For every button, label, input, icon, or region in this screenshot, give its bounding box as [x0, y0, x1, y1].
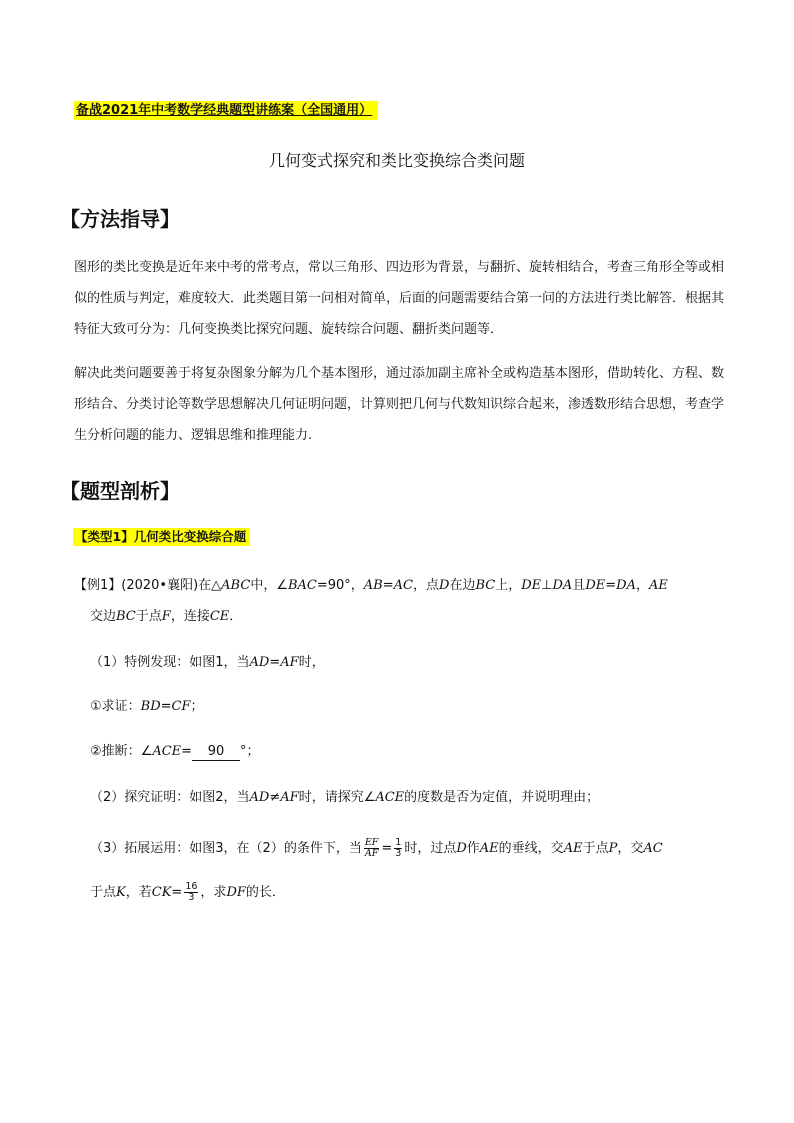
text: 时，请探究∠ [298, 790, 376, 805]
text: ，若 [125, 885, 152, 900]
text: 时， [298, 655, 325, 670]
text: ，点 [413, 578, 440, 593]
var: BD [140, 699, 161, 714]
text: ⊥ [541, 578, 553, 593]
fraction-ef-over-af [364, 838, 380, 859]
text: 且 [572, 578, 586, 593]
var: ABC [221, 578, 251, 593]
text: 的度数是否为定值，并说明理由； [404, 790, 600, 805]
var: DF [226, 885, 246, 900]
section-heading-analysis: 【题型剖析】 [60, 479, 180, 503]
part-1-question-1 [90, 697, 204, 717]
text: ，交 [617, 841, 644, 856]
part-3-prompt [90, 838, 663, 859]
var: P [608, 841, 618, 856]
var: AE [648, 578, 668, 593]
part-3-continuation [90, 882, 285, 903]
text: ≠ [269, 790, 281, 805]
var: ACE [375, 790, 405, 805]
denominator: 3 [188, 892, 195, 903]
var: ACE [152, 744, 182, 759]
text: 的长． [245, 885, 285, 900]
text: ①求证： [90, 699, 141, 714]
example-1-line-2 [90, 607, 242, 627]
text: ， [635, 578, 649, 593]
series-banner: 备战2021年中考数学经典题型讲练案（全国通用） [74, 101, 378, 120]
part-1-prompt [90, 653, 325, 673]
text: = [381, 841, 393, 856]
var: AF [280, 790, 299, 805]
text: ，求 [200, 885, 227, 900]
answer-blank: 90 [192, 744, 240, 761]
text: = [605, 578, 617, 593]
text: = [181, 744, 193, 759]
text: = [171, 885, 183, 900]
numerator: 1 [395, 837, 402, 848]
text: 的垂线，交 [498, 841, 564, 856]
text: 中，∠ [250, 578, 288, 593]
denominator: AF [364, 848, 379, 859]
method-paragraph-2: 解决此类问题要善于将复杂图象分解为几个基本图形，通过添加副主席补全或构造基本图形，借助转化、方程、数形结合、分类讨论等数学思想解决几何证明问题，计算则把几何与代数知识综合起来，渗透数形结合思想，考查学生分析问题的能力、逻辑思维和推理能力. [74, 366, 725, 443]
text: 于点 [135, 609, 162, 624]
var: BC [116, 609, 136, 624]
document-title: 几何变式探究和类比变换综合类问题 [268, 151, 525, 170]
var: AE [479, 841, 499, 856]
text: （3）拓展运用：如图3，在（2）的条件下，当 [90, 841, 362, 856]
var: AD [249, 655, 270, 670]
numerator: 16 [185, 881, 198, 892]
text: 时，过点 [404, 841, 457, 856]
text: 于点 [582, 841, 609, 856]
text: ． [229, 609, 243, 624]
var: CK [151, 885, 172, 900]
text: ，连接 [170, 609, 210, 624]
var: AD [249, 790, 270, 805]
text: 于点 [90, 885, 117, 900]
part-1-question-2 [90, 742, 260, 762]
var: K [116, 885, 126, 900]
var: DE [585, 578, 606, 593]
var: F [161, 609, 171, 624]
text: = [160, 699, 172, 714]
fraction-sixteen-thirds [184, 882, 198, 903]
var: CE [209, 609, 230, 624]
text: ②推断：∠ [90, 744, 153, 759]
text: 【例1】(2020•襄阳)在△ [74, 578, 222, 593]
section-heading-method: 【方法指导】 [60, 207, 180, 231]
var: BC [475, 578, 496, 593]
var: AF [280, 655, 299, 670]
text: （2）探究证明：如图2，当 [90, 790, 250, 805]
var: D [439, 578, 450, 593]
var: DE [521, 578, 542, 593]
var: AC [393, 578, 413, 593]
text: °； [240, 744, 260, 759]
text: （1）特例发现：如图1，当 [90, 655, 250, 670]
text: 上， [495, 578, 522, 593]
var: CF [171, 699, 191, 714]
example-1-line-1 [74, 576, 668, 596]
var: DA [552, 578, 573, 593]
var: BAC [287, 578, 317, 593]
part-2-prompt [90, 788, 599, 808]
text: =90°， [316, 578, 364, 593]
type-1-label: 【类型1】几何类比变换综合题 [73, 528, 250, 546]
var: DA [616, 578, 636, 593]
text: 作 [466, 841, 480, 856]
numerator: EF [364, 837, 379, 848]
text: ； [190, 699, 204, 714]
var: AE [563, 841, 583, 856]
var: D [456, 841, 467, 856]
text: 在边 [449, 578, 476, 593]
var: AB [363, 578, 383, 593]
method-paragraph-1: 图形的类比变换是近年来中考的常考点，常以三角形、四边形为背景，与翻折、旋转相结合，考查三角形全等或相似的性质与判定，难度较大．此类题目第一问相对简单，后面的问题需要结合第一问的方法进行类比解答．根据其特征大致可分为：几何变换类比探究问题、旋转综合问题、翻折类问题等． [74, 260, 725, 337]
denominator: 3 [395, 848, 402, 859]
text: 交边 [90, 609, 117, 624]
fraction-one-third [394, 838, 402, 859]
text: = [269, 655, 281, 670]
text: = [382, 578, 394, 593]
var: AC [643, 841, 663, 856]
